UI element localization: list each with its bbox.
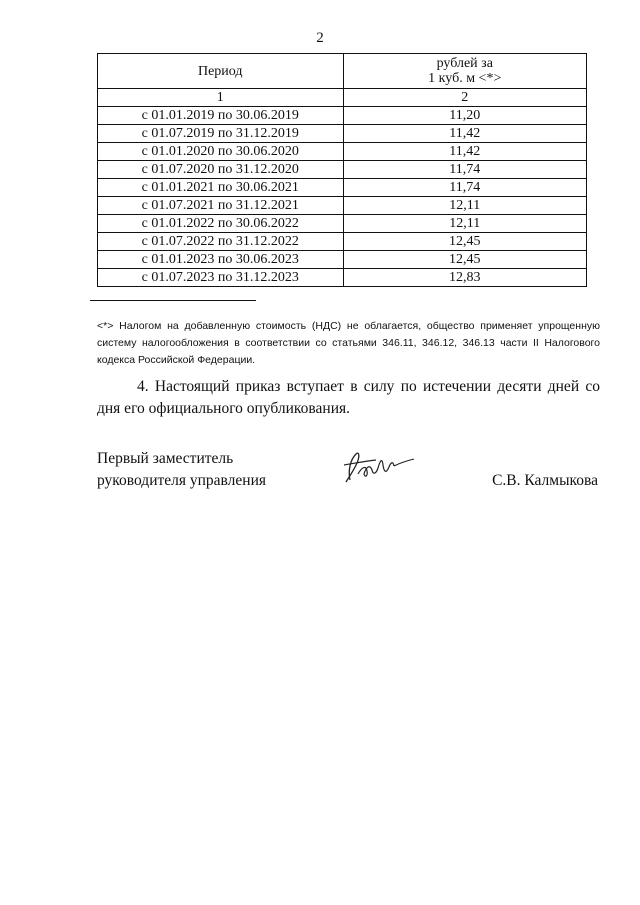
price-cell: 11,20	[343, 107, 586, 125]
tariff-table	[97, 53, 587, 287]
table-row	[98, 143, 587, 161]
period-cell: с 01.07.2019 по 31.12.2019	[98, 125, 344, 143]
price-cell: 12,11	[343, 215, 586, 233]
period-cell: с 01.01.2022 по 30.06.2022	[98, 215, 344, 233]
period-cell: с 01.07.2022 по 31.12.2022	[98, 233, 344, 251]
price-cell: 12,83	[343, 269, 586, 287]
period-cell: с 01.01.2023 по 30.06.2023	[98, 251, 344, 269]
table-header-row	[98, 54, 587, 89]
signatory-title-line: руководителя управления	[97, 472, 267, 489]
period-cell: с 01.01.2020 по 30.06.2020	[98, 143, 344, 161]
column-numbers-row	[98, 89, 587, 107]
header-period: Период	[98, 54, 344, 89]
price-cell: 12,45	[343, 251, 586, 269]
table-row	[98, 161, 587, 179]
column-number: 2	[343, 89, 586, 107]
header-price-line: 1 куб. м <*>	[428, 71, 502, 86]
table-row	[98, 197, 587, 215]
signatory-title-line: Первый заместитель	[97, 450, 234, 467]
price-cell: 12,45	[343, 233, 586, 251]
price-cell: 11,74	[343, 179, 586, 197]
table-row	[98, 107, 587, 125]
footnote-separator	[90, 300, 256, 301]
handwritten-signature	[336, 447, 428, 487]
table-row	[98, 251, 587, 269]
period-cell: с 01.07.2021 по 31.12.2021	[98, 197, 344, 215]
signatory-name: С.В. Калмыкова	[492, 472, 598, 489]
table-row	[98, 233, 587, 251]
period-cell: с 01.07.2023 по 31.12.2023	[98, 269, 344, 287]
period-cell: с 01.07.2020 по 31.12.2020	[98, 161, 344, 179]
period-cell: с 01.01.2021 по 30.06.2021	[98, 179, 344, 197]
price-cell: 12,11	[343, 197, 586, 215]
page-number: 2	[316, 30, 324, 46]
column-number: 1	[98, 89, 344, 107]
table-row	[98, 215, 587, 233]
table-row	[98, 179, 587, 197]
period-cell: с 01.01.2019 по 30.06.2019	[98, 107, 344, 125]
footnote: <*> Налогом на добавленную стоимость (НДС) не облагается, общество применяет упрощенную систему налогообложения в соответствии со статьями 346.11, 346.12, 346.13 части II Налогового кодекса Российской Федерации.	[97, 320, 600, 366]
header-price-line: рублей за	[436, 56, 493, 71]
table-row	[98, 269, 587, 287]
price-cell: 11,42	[343, 125, 586, 143]
signatory-title	[97, 448, 266, 492]
header-price	[343, 54, 586, 89]
order-paragraph: 4. Настоящий приказ вступает в силу по истечении десяти дней со дня его официального опубликования.	[97, 378, 600, 417]
price-cell: 11,74	[343, 161, 586, 179]
table-row	[98, 125, 587, 143]
price-cell: 11,42	[343, 143, 586, 161]
